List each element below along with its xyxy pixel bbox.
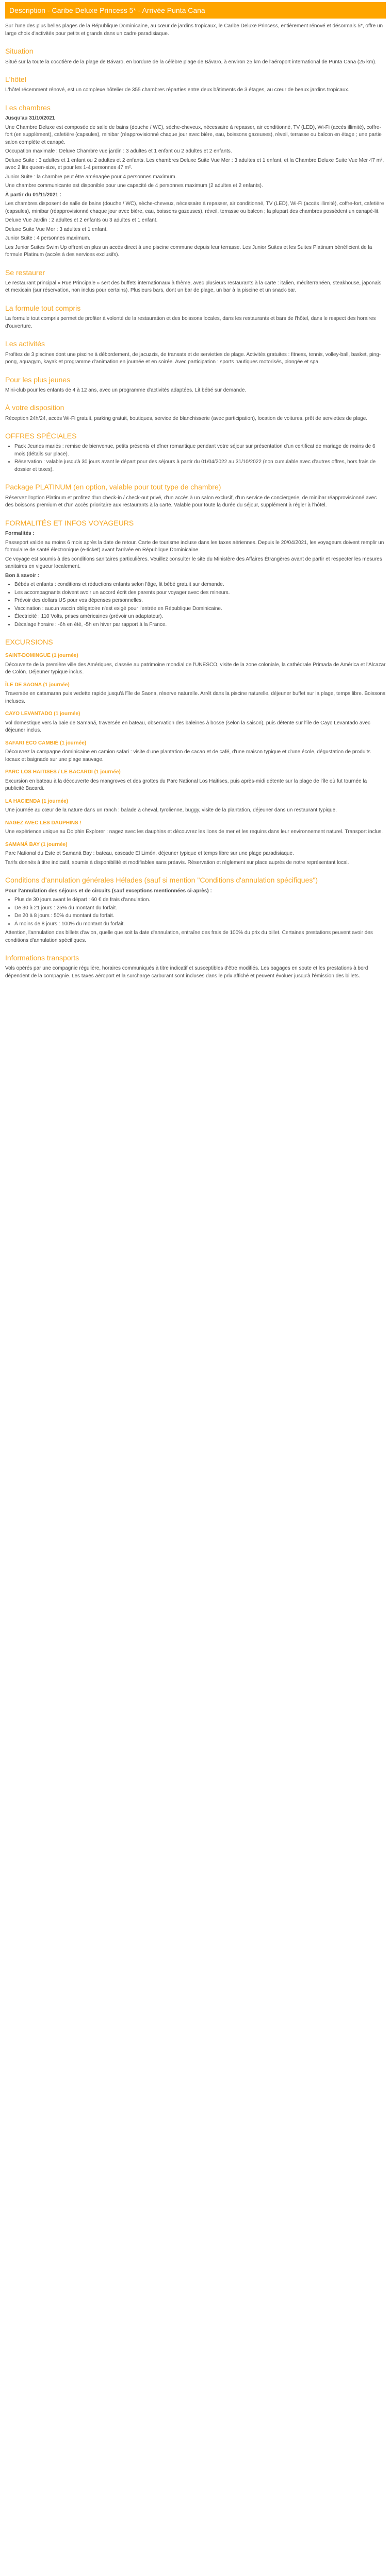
excursions-note: Tarifs donnés à titre indicatif, soumis à disponibilité et modifiables sans préavis. Réservation et règlement sur place auprès de notre représentant local.: [5, 859, 349, 866]
offers-heading: OFFRES SPÉCIALES: [5, 432, 77, 440]
intro-text: Sur l'une des plus belles plages de la République Dominicaine, au cœur de jardins tropicaux, le Caribe Deluxe Princess, entièrement rénové et désormais 5*, offre un large choix d'activités pour petits et grands dans un cadre paradisiaque.: [5, 23, 383, 37]
excursions-heading: EXCURSIONS: [5, 638, 53, 647]
services-heading: À votre disposition: [5, 403, 64, 412]
allinclusive-text: La formule tout compris permet de profiter à volonté de la restauration et des boissons locales, dans les restaurants et bars de l'hôtel, dans le respect des horaires d'ouverture.: [5, 316, 376, 329]
excursion-title: SAFARI ÉCO CAMBIÉ (1 journée): [5, 740, 87, 746]
list-item: • Pack Jeunes mariés : remise de bienvenue, petits présents et dîner romantique pendant votre séjour sur présentation d'un certificat de mariage de moins de 6 mois (détails sur place).: [14, 443, 386, 458]
excursion-title: ÎLE DE SAONA (1 journée): [5, 682, 70, 688]
rooms-text: Une chambre communicante est disponible pour une capacité de 4 personnes maximum (2 adultes et 2 enfants).: [5, 183, 263, 189]
terms-sub-2: Bon à savoir :: [5, 572, 40, 579]
transport-text: Vols opérés par une compagnie régulière, horaires communiqués à titre indicatif et susceptibles d'être modifiés. Les bagages en soute et les prestations à bord dépendent de la compagnie. Les taxes aéroport et la surcharge carburant sont incluses dans le prix affiché et peuvent évoluer jusqu'à l'émission des billets.: [5, 965, 368, 979]
services-text: Réception 24h/24, accès Wi-Fi gratuit, parking gratuit, boutiques, service de blanchisserie (avec participation), location de voitures, prêt de serviettes de plage.: [5, 415, 368, 421]
rooms-text: Occupation maximale : Deluxe Chambre vue jardin : 3 adultes et 1 enfant ou 2 adultes et 2 enfants.: [5, 148, 232, 155]
rooms-text: Une Chambre Deluxe est composée de salle de bains (douche / WC), sèche-cheveux, nécessaire à repasser, air conditionné, TV (LED), Wi-Fi (accès illimité), coffre-fort (en supplément), cafetière (capsules), minibar (réapprovisionné chaque jour avec bière, eau, boissons gazeuses), réveil, terrasse ou balcon en étage ; une partie salon complète et canapé.: [5, 124, 382, 145]
excursion-title: PARC LOS HAITISES / LE BACARDI (1 journée): [5, 769, 121, 775]
excursion-text: Découvrez la campagne dominicaine en camion safari : visite d'une plantation de cacao et de café, d'une maison typique et d'une école, dégustation de produits locaux et baignade sur une plage sauvage.: [5, 749, 371, 762]
rooms-text: Deluxe Vue Jardin : 2 adultes et 2 enfants ou 3 adultes et 1 enfant.: [5, 217, 158, 224]
excursion-title: SAMANÁ BAY (1 journée): [5, 841, 68, 848]
conditions-sub: Pour l'annulation des séjours et de circuits (sauf exceptions mentionnées ci-après) :: [5, 888, 212, 894]
list-item: • Bébés et enfants : conditions et réductions enfants selon l'âge, lit bébé gratuit sur demande.: [14, 581, 386, 589]
excursion-title: SAINT-DOMINGUE (1 journée): [5, 653, 78, 659]
excursion-text: Traversée en catamaran puis vedette rapide jusqu'à l'île de Saona, réserve naturelle. Arrêt dans la piscine naturelle, déjeuner buffet sur la plage, temps libre. Boissons incluses.: [5, 691, 386, 704]
terms-text: Ce voyage est soumis à des conditions sanitaires particulières. Veuillez consulter le site du Ministère des Affaires Étrangères avant de partir et respecter les mesures sanitaires en vigueur localement.: [5, 556, 382, 570]
rooms-text: Junior Suite : la chambre peut être aménagée pour 4 personnes maximum.: [5, 174, 177, 180]
rooms-text: Deluxe Suite : 3 adultes et 1 enfant ou 2 adultes et 2 enfants. Les chambres Deluxe Suite Vue Mer : 3 adultes et 1 enfant, et la Chambre Deluxe Suite Vue Mer 47 m², avec 2 lits queen-size, et pour les 1-4 personnes 47 m².: [5, 157, 384, 171]
rooms-text: Les Junior Suites Swim Up offrent en plus un accès direct à une piscine commune depuis leur terrasse. Les Junior Suites et les Suites Platinum bénéficient de la formule Platinum (accès à des services exclusifs).: [5, 244, 372, 258]
list-item: • De 30 à 21 jours : 25% du montant du forfait.: [14, 905, 386, 912]
list-item: • Électricité : 110 Volts, prises américaines (prévoir un adaptateur).: [14, 613, 386, 621]
list-item: • Prévoir des dollars US pour vos dépenses personnelles.: [14, 597, 386, 605]
excursion-text: Parc National du Este et Samaná Bay : bateau, cascade El Limón, déjeuner typique et temps libre sur une plage paradisiaque.: [5, 851, 294, 857]
rooms-dates-1: Jusqu'au 31/10/2021: [5, 115, 55, 122]
terms-text: Passeport valide au moins 6 mois après la date de retour. Carte de tourisme incluse dans les taxes aériennes. Depuis le 20/04/2021, les voyageurs doivent remplir un formulaire de santé électronique (e-ticket) avant l'arrivée en République Dominicaine.: [5, 539, 384, 553]
terms-sub-1: Formalités :: [5, 531, 35, 537]
page: [0, 2, 391, 992]
list-item: • Vaccination : aucun vaccin obligatoire n'est exigé pour l'entrée en République Dominicaine.: [14, 605, 386, 613]
excursion-text: Une journée au cœur de la nature dans un ranch : balade à cheval, tyrolienne, buggy, visite de la plantation, déjeuner dans un restaurant typique.: [5, 807, 337, 814]
conditions-list: [14, 896, 386, 928]
list-item: • Plus de 30 jours avant le départ : 60 € de frais d'annulation.: [14, 896, 386, 904]
rooms-text: Deluxe Suite Vue Mer : 3 adultes et 1 enfant.: [5, 226, 108, 232]
conditions-text: Attention, l'annulation des billets d'avion, quelle que soit la date d'annulation, entraîne des frais de 100% du prix du billet. Certaines prestations peuvent avoir des conditions d'annulation spécifiques.: [5, 930, 373, 943]
excursion-text: Une expérience unique au Dolphin Explorer : nagez avec les dauphins et découvrez les lions de mer et les requins dans leur environnement naturel. Transport inclus.: [5, 829, 383, 835]
excursion-title: NAGEZ AVEC LES DAUPHINS !: [5, 820, 82, 826]
dining-text: Le restaurant principal « Rue Principale » sert des buffets internationaux à thème, avec plusieurs restaurants à la carte : italien, méditerranéen, steakhouse, japonais et mexicain (sur réservation, non inclus pour certains). Plusieurs bars, dont un bar de plage, un bar à la piscine et un snack-bar.: [5, 280, 382, 294]
list-item: • Décalage horaire : -6h en été, -5h en hiver par rapport à la France.: [14, 621, 386, 629]
excursion-title: CAYO LEVANTADO (1 journée): [5, 711, 80, 717]
list-item: • Les accompagnants doivent avoir un accord écrit des parents pour voyager avec des mineurs.: [14, 589, 386, 597]
rooms-heading: Les chambres: [5, 103, 51, 112]
hotel-text: L'hôtel récemment rénové, est un complexe hôtelier de 355 chambres réparties entre deux bâtiments de 3 étages, au cœur de beaux jardins tropicaux.: [5, 87, 350, 93]
offers-list: [14, 443, 386, 473]
hotel-heading: L'hôtel: [5, 75, 26, 84]
terms-list: [14, 581, 386, 629]
situation-text: Situé sur la toute la cocotière de la plage de Bávaro, en bordure de la célèbre plage de Bávaro, à environ 25 km de l'aéroport international de Punta Cana (25 km).: [5, 59, 377, 65]
kids-text: Mini-club pour les enfants de 4 à 12 ans, avec un programme d'activités adaptées. Lit bébé sur demande.: [5, 387, 247, 393]
page-title: Description - Caribe Deluxe Princess 5* - Arrivée Punta Cana: [5, 2, 386, 19]
rooms-dates-2: À partir du 01/11/2021 :: [5, 192, 61, 198]
list-item: • De 20 à 8 jours : 50% du montant du forfait.: [14, 912, 386, 920]
platinum-text: Réservez l'option Platinum et profitez d'un check-in / check-out privé, d'un accès à un salon exclusif, d'un service de conciergerie, de minibar réapprovisionné avec des boissons premium et d'un accès prioritaire aux restaurants à la carte. Valable pour toute la durée du séjour, supplément à régler à l'hôtel.: [5, 495, 377, 509]
excursion-text: Vol domestique vers la baie de Samaná, traversée en bateau, observation des baleines à bosse (selon la saison), puis détente sur l'île de Cayo Levantado avec déjeuner inclus.: [5, 720, 370, 734]
transport-heading: Informations transports: [5, 954, 79, 962]
excursion-text: Découverte de la première ville des Amériques, classée au patrimoine mondial de l'UNESCO, visite de la zone coloniale, la cathédrale Primada de América et l'Alcazar de Colón. Déjeuner typique inclus.: [5, 662, 386, 675]
platinum-heading: Package PLATINUM (en option, valable pour tout type de chambre): [5, 483, 221, 492]
list-item: • Réservation : valable jusqu'à 30 jours avant le départ pour des séjours à partir du 01/04/2022 au 31/10/2022 (non cumulable avec d'autres offres, hors frais de dossier et taxes).: [14, 459, 386, 473]
activities-text: Profitez de 3 piscines dont une piscine à débordement, de jacuzzis, de transats et de serviettes de plage. Activités gratuites : fitness, tennis, volley-ball, basket, ping-pong, aquagym, kayak et programme d'animation en journée et en soirée. Avec participation : sports nautiques motorisés, plongée et spa.: [5, 351, 381, 365]
conditions-heading: Conditions d'annulation générales Hélades (sauf si mention "Conditions d'annulation spécifiques"): [5, 876, 318, 885]
rooms-text: Junior Suite : 4 personnes maximum.: [5, 235, 91, 242]
dining-heading: Se restaurer: [5, 268, 45, 277]
terms-heading: FORMALITÉS ET INFOS VOYAGEURS: [5, 518, 134, 527]
excursion-text: Excursion en bateau à la découverte des mangroves et des grottes du Parc National Los Haitises, puis après-midi détente sur la plage de l'île où fut tournée la publicité Bacardi.: [5, 778, 367, 792]
situation-heading: Situation: [5, 47, 34, 56]
rooms-text: Les chambres disposent de salle de bains (douche / WC), sèche-cheveux, nécessaire à repasser, air conditionné, TV (LED), Wi-Fi (accès illimité), coffre-fort, cafetière (capsules), minibar (réapprovisionné chaque jour avec bière, eau, boissons gazeuses), réveil, terrasse ou balcon ; la plupart des chambres possèdent un canapé-lit.: [5, 201, 384, 214]
activities-heading: Les activités: [5, 340, 45, 348]
allinclusive-heading: La formule tout compris: [5, 303, 81, 312]
excursion-title: LA HACIENDA (1 journée): [5, 798, 69, 804]
list-item: • À moins de 8 jours : 100% du montant du forfait.: [14, 921, 386, 928]
kids-heading: Pour les plus jeunes: [5, 375, 71, 384]
